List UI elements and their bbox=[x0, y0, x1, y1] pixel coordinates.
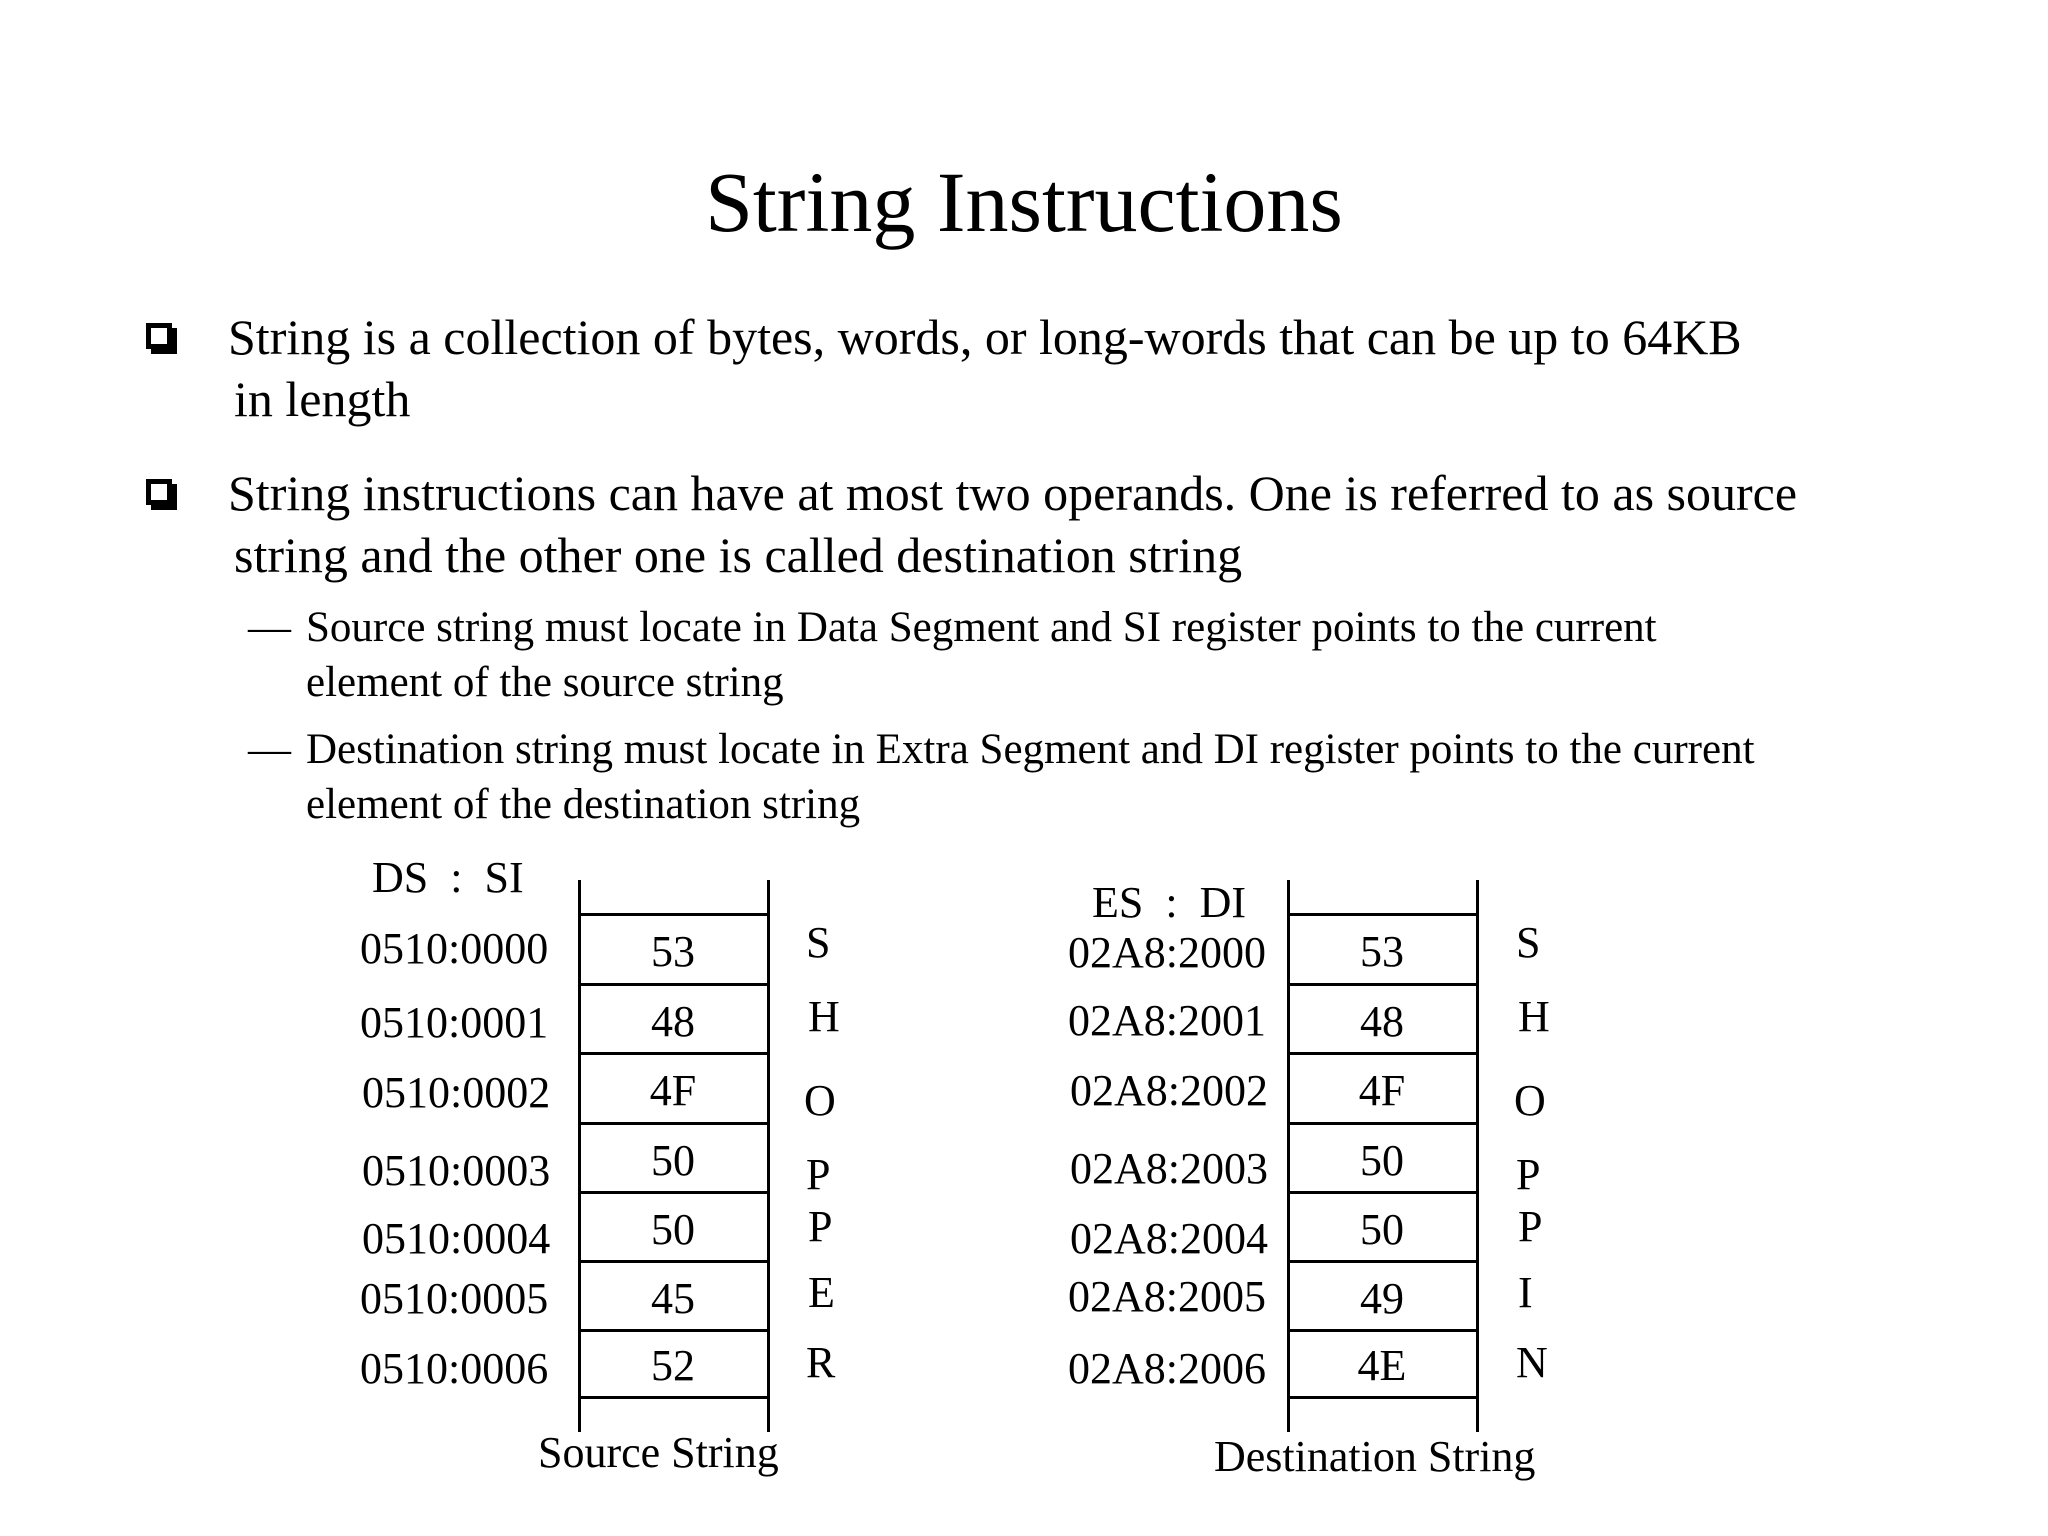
bullet-line: in length bbox=[234, 371, 411, 427]
memory-divider bbox=[578, 1052, 770, 1055]
memory-byte: 53 bbox=[1360, 927, 1404, 976]
ascii-char: S bbox=[1516, 918, 1541, 967]
index-register: SI bbox=[484, 853, 524, 902]
memory-divider bbox=[578, 983, 770, 986]
memory-address: 02A8:2003 bbox=[1070, 1144, 1268, 1193]
memory-address: 0510:0000 bbox=[360, 924, 549, 973]
memory-divider bbox=[1287, 1396, 1479, 1399]
sub-bullet-line: Source string must locate in Data Segment and SI register points to the current bbox=[306, 604, 1657, 651]
memory-byte: 52 bbox=[651, 1341, 695, 1390]
sub-bullet-line: Destination string must locate in Extra Segment and DI register points to the current bbox=[306, 726, 1755, 773]
memory-address: 0510:0004 bbox=[362, 1214, 551, 1263]
destination-register-label bbox=[1092, 878, 1246, 928]
memory-divider bbox=[578, 1396, 770, 1399]
memory-divider bbox=[1287, 1191, 1479, 1194]
source-string-caption: Source String bbox=[538, 1428, 779, 1477]
sub-bullet-line: element of the destination string bbox=[306, 781, 861, 828]
memory-byte: 50 bbox=[651, 1205, 695, 1254]
memory-byte: 49 bbox=[1360, 1274, 1404, 1323]
square-bullet-icon bbox=[146, 479, 172, 505]
dash-marker: — bbox=[248, 604, 291, 651]
slide-title: String Instructions bbox=[705, 154, 1343, 250]
separator: : bbox=[1165, 878, 1178, 927]
sub-bullet-source bbox=[248, 600, 1908, 710]
separator: : bbox=[450, 853, 463, 902]
sub-bullet-destination bbox=[248, 722, 1908, 832]
ascii-char: O bbox=[804, 1076, 836, 1125]
memory-divider bbox=[1287, 1260, 1479, 1263]
memory-byte: 50 bbox=[1360, 1136, 1404, 1185]
bullet-line: String is a collection of bytes, words, or long-words that can be up to 64KB bbox=[228, 309, 1742, 365]
memory-divider bbox=[1287, 1052, 1479, 1055]
memory-divider bbox=[578, 1260, 770, 1263]
source-register-label bbox=[372, 853, 524, 903]
ascii-char: P bbox=[1516, 1150, 1541, 1199]
memory-divider bbox=[578, 913, 770, 916]
ascii-char: I bbox=[1518, 1268, 1533, 1317]
memory-divider bbox=[1287, 913, 1479, 916]
memory-divider bbox=[578, 1191, 770, 1194]
square-bullet-icon bbox=[146, 323, 172, 349]
ascii-char: E bbox=[808, 1268, 835, 1317]
bullet-string-definition bbox=[146, 306, 1906, 430]
memory-byte: 50 bbox=[1360, 1205, 1404, 1254]
ascii-char: S bbox=[806, 918, 831, 967]
memory-address: 02A8:2001 bbox=[1068, 996, 1266, 1045]
memory-byte: 53 bbox=[651, 927, 695, 976]
bullet-line: string and the other one is called destination string bbox=[234, 527, 1243, 583]
ascii-char: H bbox=[808, 992, 840, 1041]
ascii-char: P bbox=[806, 1150, 831, 1199]
bullet-string-operands bbox=[146, 462, 1906, 586]
memory-divider bbox=[578, 1329, 770, 1332]
ascii-char: R bbox=[806, 1338, 836, 1387]
memory-address: 0510:0005 bbox=[360, 1274, 549, 1323]
memory-byte: 50 bbox=[651, 1136, 695, 1185]
memory-byte: 48 bbox=[651, 997, 695, 1046]
ascii-char: P bbox=[808, 1202, 833, 1251]
memory-byte: 45 bbox=[651, 1274, 695, 1323]
memory-byte: 4F bbox=[1358, 1066, 1406, 1115]
index-register: DI bbox=[1199, 878, 1247, 927]
memory-byte: 4F bbox=[649, 1066, 697, 1115]
memory-byte: 48 bbox=[1360, 997, 1404, 1046]
memory-divider bbox=[578, 1122, 770, 1125]
memory-address: 02A8:2002 bbox=[1070, 1066, 1268, 1115]
segment-register: DS bbox=[372, 853, 429, 902]
sub-bullet-line: element of the source string bbox=[306, 659, 784, 706]
ascii-char: P bbox=[1518, 1202, 1543, 1251]
memory-divider bbox=[1287, 1329, 1479, 1332]
destination-string-caption: Destination String bbox=[1214, 1432, 1536, 1481]
memory-divider bbox=[1287, 1122, 1479, 1125]
memory-divider bbox=[1287, 983, 1479, 986]
bullet-line: String instructions can have at most two operands. One is referred to as source bbox=[228, 465, 1798, 521]
memory-address: 0510:0003 bbox=[362, 1146, 551, 1195]
memory-address: 0510:0002 bbox=[362, 1068, 551, 1117]
ascii-char: O bbox=[1514, 1076, 1546, 1125]
memory-address: 02A8:2004 bbox=[1070, 1214, 1268, 1263]
memory-byte: 4E bbox=[1357, 1341, 1407, 1390]
ascii-char: N bbox=[1516, 1338, 1548, 1387]
memory-address: 02A8:2000 bbox=[1068, 928, 1266, 977]
memory-address: 0510:0006 bbox=[360, 1344, 549, 1393]
memory-address: 02A8:2006 bbox=[1068, 1344, 1266, 1393]
dash-marker: — bbox=[248, 726, 291, 773]
memory-address: 02A8:2005 bbox=[1068, 1272, 1266, 1321]
segment-register: ES bbox=[1092, 878, 1144, 927]
ascii-char: H bbox=[1518, 992, 1550, 1041]
memory-address: 0510:0001 bbox=[360, 998, 549, 1047]
